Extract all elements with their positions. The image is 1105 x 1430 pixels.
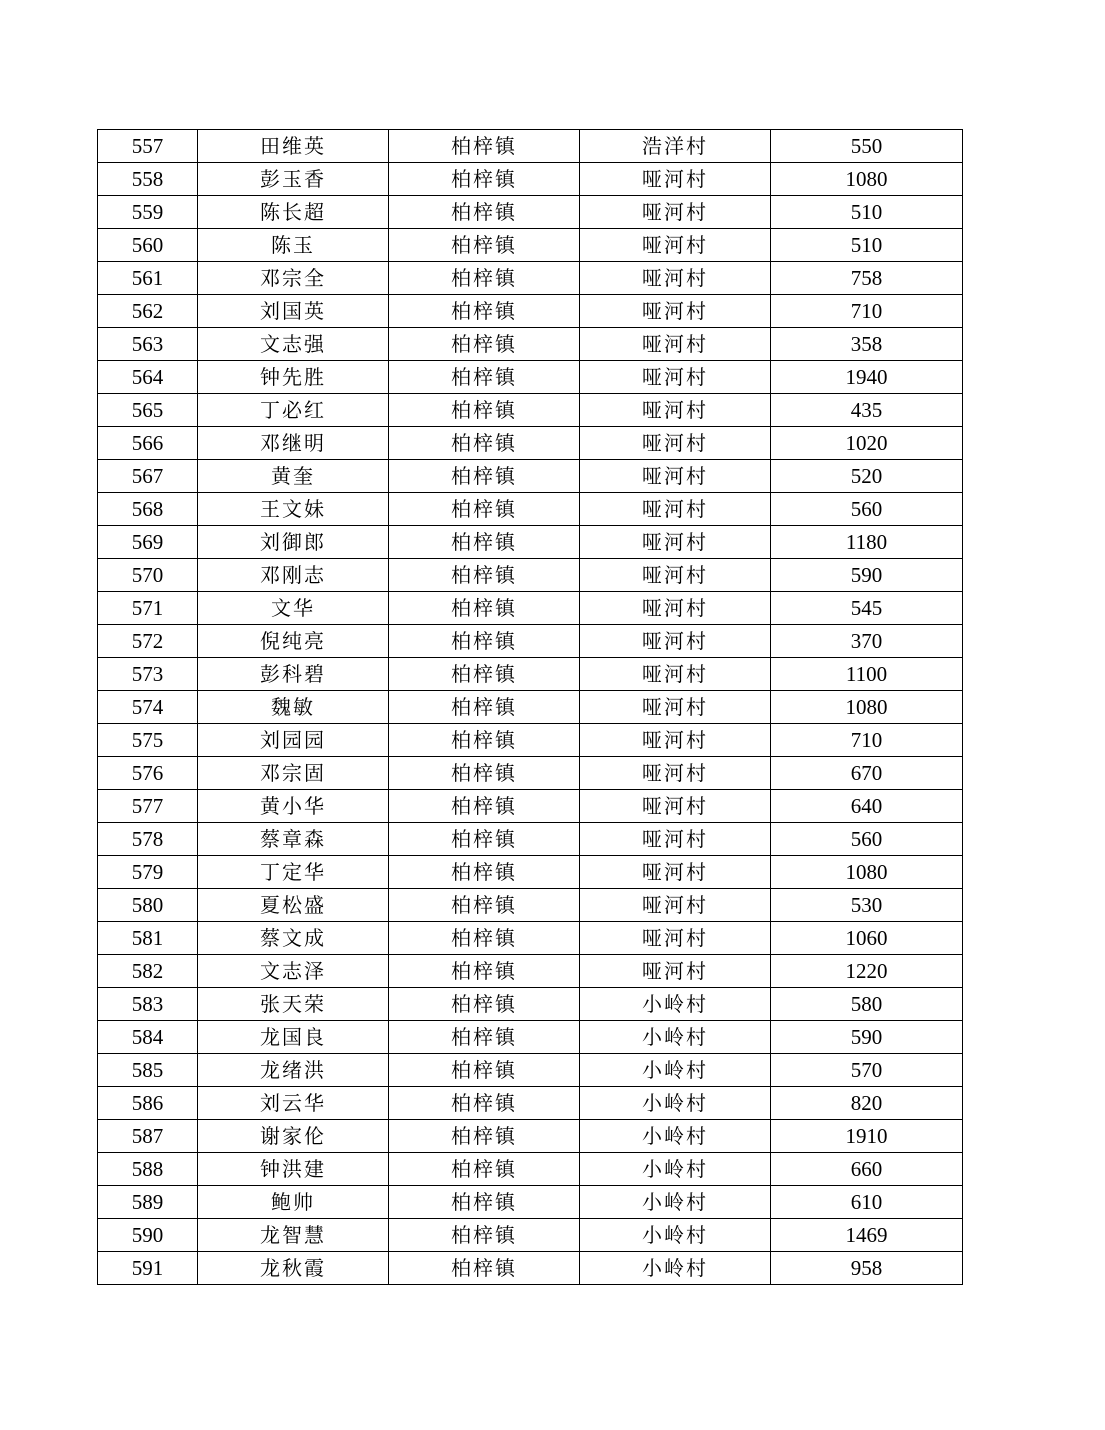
person-name: 魏敏 (198, 691, 389, 724)
town-name: 柏梓镇 (389, 592, 580, 625)
town-name: 柏梓镇 (389, 1252, 580, 1285)
village-name: 哑河村 (580, 724, 771, 757)
amount-value: 370 (771, 625, 963, 658)
table-row (98, 922, 963, 955)
town-name: 柏梓镇 (389, 559, 580, 592)
amount-value: 610 (771, 1186, 963, 1219)
town-name: 柏梓镇 (389, 229, 580, 262)
town-name: 柏梓镇 (389, 955, 580, 988)
town-name: 柏梓镇 (389, 394, 580, 427)
person-name: 田维英 (198, 130, 389, 163)
town-name: 柏梓镇 (389, 889, 580, 922)
village-name: 哑河村 (580, 196, 771, 229)
person-name: 鲍帅 (198, 1186, 389, 1219)
row-number: 581 (98, 922, 198, 955)
table-row (98, 625, 963, 658)
amount-value: 660 (771, 1153, 963, 1186)
amount-value: 520 (771, 460, 963, 493)
row-number: 578 (98, 823, 198, 856)
person-name: 黄小华 (198, 790, 389, 823)
amount-value: 358 (771, 328, 963, 361)
table-row (98, 1153, 963, 1186)
row-number: 564 (98, 361, 198, 394)
table-row (98, 691, 963, 724)
row-number: 570 (98, 559, 198, 592)
row-number: 563 (98, 328, 198, 361)
person-name: 陈长超 (198, 196, 389, 229)
row-number: 571 (98, 592, 198, 625)
person-name: 丁定华 (198, 856, 389, 889)
row-number: 567 (98, 460, 198, 493)
person-name: 谢家伦 (198, 1120, 389, 1153)
village-name: 哑河村 (580, 658, 771, 691)
person-name: 邓宗固 (198, 757, 389, 790)
person-name: 刘园园 (198, 724, 389, 757)
town-name: 柏梓镇 (389, 493, 580, 526)
row-number: 572 (98, 625, 198, 658)
table-row (98, 988, 963, 1021)
person-name: 刘御郎 (198, 526, 389, 559)
person-name: 刘云华 (198, 1087, 389, 1120)
town-name: 柏梓镇 (389, 1120, 580, 1153)
village-name: 小岭村 (580, 1087, 771, 1120)
table-row (98, 196, 963, 229)
amount-value: 510 (771, 196, 963, 229)
village-name: 哑河村 (580, 922, 771, 955)
data-table (97, 129, 963, 1285)
amount-value: 1100 (771, 658, 963, 691)
person-name: 黄奎 (198, 460, 389, 493)
row-number: 589 (98, 1186, 198, 1219)
person-name: 彭科碧 (198, 658, 389, 691)
amount-value: 1080 (771, 163, 963, 196)
village-name: 哑河村 (580, 427, 771, 460)
town-name: 柏梓镇 (389, 856, 580, 889)
town-name: 柏梓镇 (389, 1186, 580, 1219)
village-name: 哑河村 (580, 790, 771, 823)
village-name: 哑河村 (580, 493, 771, 526)
row-number: 583 (98, 988, 198, 1021)
village-name: 哑河村 (580, 592, 771, 625)
village-name: 小岭村 (580, 1120, 771, 1153)
row-number: 568 (98, 493, 198, 526)
table-row (98, 790, 963, 823)
amount-value: 820 (771, 1087, 963, 1120)
town-name: 柏梓镇 (389, 427, 580, 460)
amount-value: 570 (771, 1054, 963, 1087)
person-name: 邓刚志 (198, 559, 389, 592)
village-name: 小岭村 (580, 1219, 771, 1252)
village-name: 小岭村 (580, 1021, 771, 1054)
row-number: 577 (98, 790, 198, 823)
amount-value: 550 (771, 130, 963, 163)
town-name: 柏梓镇 (389, 1153, 580, 1186)
person-name: 龙智慧 (198, 1219, 389, 1252)
town-name: 柏梓镇 (389, 361, 580, 394)
person-name: 文志强 (198, 328, 389, 361)
amount-value: 640 (771, 790, 963, 823)
town-name: 柏梓镇 (389, 790, 580, 823)
person-name: 文华 (198, 592, 389, 625)
town-name: 柏梓镇 (389, 823, 580, 856)
amount-value: 1940 (771, 361, 963, 394)
row-number: 579 (98, 856, 198, 889)
table-row (98, 856, 963, 889)
amount-value: 1060 (771, 922, 963, 955)
row-number: 562 (98, 295, 198, 328)
table-row (98, 1120, 963, 1153)
table-row (98, 1186, 963, 1219)
village-name: 哑河村 (580, 757, 771, 790)
table-row (98, 1054, 963, 1087)
amount-value: 580 (771, 988, 963, 1021)
row-number: 561 (98, 262, 198, 295)
row-number: 574 (98, 691, 198, 724)
village-name: 哑河村 (580, 163, 771, 196)
village-name: 小岭村 (580, 988, 771, 1021)
village-name: 哑河村 (580, 691, 771, 724)
village-name: 哑河村 (580, 328, 771, 361)
amount-value: 1220 (771, 955, 963, 988)
table-row (98, 130, 963, 163)
town-name: 柏梓镇 (389, 328, 580, 361)
table-row (98, 724, 963, 757)
person-name: 邓继明 (198, 427, 389, 460)
table-row (98, 823, 963, 856)
amount-value: 1080 (771, 691, 963, 724)
town-name: 柏梓镇 (389, 658, 580, 691)
town-name: 柏梓镇 (389, 130, 580, 163)
town-name: 柏梓镇 (389, 757, 580, 790)
table-row (98, 1219, 963, 1252)
town-name: 柏梓镇 (389, 691, 580, 724)
amount-value: 710 (771, 295, 963, 328)
row-number: 587 (98, 1120, 198, 1153)
table-row (98, 757, 963, 790)
amount-value: 1910 (771, 1120, 963, 1153)
table-row (98, 361, 963, 394)
amount-value: 510 (771, 229, 963, 262)
town-name: 柏梓镇 (389, 295, 580, 328)
row-number: 582 (98, 955, 198, 988)
village-name: 哑河村 (580, 262, 771, 295)
amount-value: 958 (771, 1252, 963, 1285)
table-row (98, 592, 963, 625)
village-name: 浩洋村 (580, 130, 771, 163)
village-name: 哑河村 (580, 625, 771, 658)
table-row (98, 889, 963, 922)
row-number: 569 (98, 526, 198, 559)
village-name: 哑河村 (580, 460, 771, 493)
town-name: 柏梓镇 (389, 262, 580, 295)
amount-value: 560 (771, 493, 963, 526)
person-name: 钟先胜 (198, 361, 389, 394)
person-name: 蔡文成 (198, 922, 389, 955)
village-name: 哑河村 (580, 394, 771, 427)
person-name: 王文妹 (198, 493, 389, 526)
person-name: 龙秋霞 (198, 1252, 389, 1285)
village-name: 哑河村 (580, 889, 771, 922)
amount-value: 530 (771, 889, 963, 922)
person-name: 夏松盛 (198, 889, 389, 922)
village-name: 哑河村 (580, 295, 771, 328)
row-number: 585 (98, 1054, 198, 1087)
village-name: 哑河村 (580, 526, 771, 559)
amount-value: 758 (771, 262, 963, 295)
amount-value: 710 (771, 724, 963, 757)
table-row (98, 526, 963, 559)
person-name: 文志泽 (198, 955, 389, 988)
amount-value: 590 (771, 1021, 963, 1054)
amount-value: 1080 (771, 856, 963, 889)
table-row (98, 460, 963, 493)
amount-value: 1180 (771, 526, 963, 559)
town-name: 柏梓镇 (389, 724, 580, 757)
town-name: 柏梓镇 (389, 1087, 580, 1120)
village-name: 哑河村 (580, 559, 771, 592)
row-number: 586 (98, 1087, 198, 1120)
town-name: 柏梓镇 (389, 460, 580, 493)
table-row (98, 328, 963, 361)
row-number: 565 (98, 394, 198, 427)
table-row (98, 1021, 963, 1054)
amount-value: 1020 (771, 427, 963, 460)
town-name: 柏梓镇 (389, 988, 580, 1021)
town-name: 柏梓镇 (389, 922, 580, 955)
town-name: 柏梓镇 (389, 1219, 580, 1252)
village-name: 小岭村 (580, 1252, 771, 1285)
amount-value: 545 (771, 592, 963, 625)
town-name: 柏梓镇 (389, 196, 580, 229)
town-name: 柏梓镇 (389, 1021, 580, 1054)
village-name: 哑河村 (580, 229, 771, 262)
table-row (98, 427, 963, 460)
table-row (98, 493, 963, 526)
table-row (98, 1087, 963, 1120)
row-number: 591 (98, 1252, 198, 1285)
person-name: 丁必红 (198, 394, 389, 427)
table-row (98, 658, 963, 691)
village-name: 哑河村 (580, 856, 771, 889)
town-name: 柏梓镇 (389, 526, 580, 559)
person-name: 张天荣 (198, 988, 389, 1021)
row-number: 558 (98, 163, 198, 196)
amount-value: 560 (771, 823, 963, 856)
table-row (98, 163, 963, 196)
town-name: 柏梓镇 (389, 625, 580, 658)
row-number: 566 (98, 427, 198, 460)
village-name: 哑河村 (580, 361, 771, 394)
amount-value: 670 (771, 757, 963, 790)
amount-value: 1469 (771, 1219, 963, 1252)
town-name: 柏梓镇 (389, 163, 580, 196)
town-name: 柏梓镇 (389, 1054, 580, 1087)
person-name: 钟洪建 (198, 1153, 389, 1186)
person-name: 龙国良 (198, 1021, 389, 1054)
table-row (98, 394, 963, 427)
row-number: 590 (98, 1219, 198, 1252)
person-name: 彭玉香 (198, 163, 389, 196)
table-row (98, 559, 963, 592)
row-number: 576 (98, 757, 198, 790)
person-name: 龙绪洪 (198, 1054, 389, 1087)
village-name: 小岭村 (580, 1186, 771, 1219)
person-name: 蔡章森 (198, 823, 389, 856)
row-number: 588 (98, 1153, 198, 1186)
person-name: 陈玉 (198, 229, 389, 262)
village-name: 哑河村 (580, 955, 771, 988)
row-number: 559 (98, 196, 198, 229)
row-number: 560 (98, 229, 198, 262)
table-row (98, 262, 963, 295)
table-row (98, 1252, 963, 1285)
village-name: 小岭村 (580, 1153, 771, 1186)
row-number: 573 (98, 658, 198, 691)
amount-value: 590 (771, 559, 963, 592)
village-name: 哑河村 (580, 823, 771, 856)
person-name: 刘国英 (198, 295, 389, 328)
village-name: 小岭村 (580, 1054, 771, 1087)
table-row (98, 229, 963, 262)
person-name: 倪纯亮 (198, 625, 389, 658)
row-number: 584 (98, 1021, 198, 1054)
amount-value: 435 (771, 394, 963, 427)
row-number: 575 (98, 724, 198, 757)
person-name: 邓宗全 (198, 262, 389, 295)
row-number: 580 (98, 889, 198, 922)
row-number: 557 (98, 130, 198, 163)
table-row (98, 955, 963, 988)
table-row (98, 295, 963, 328)
table-body (98, 130, 963, 1285)
